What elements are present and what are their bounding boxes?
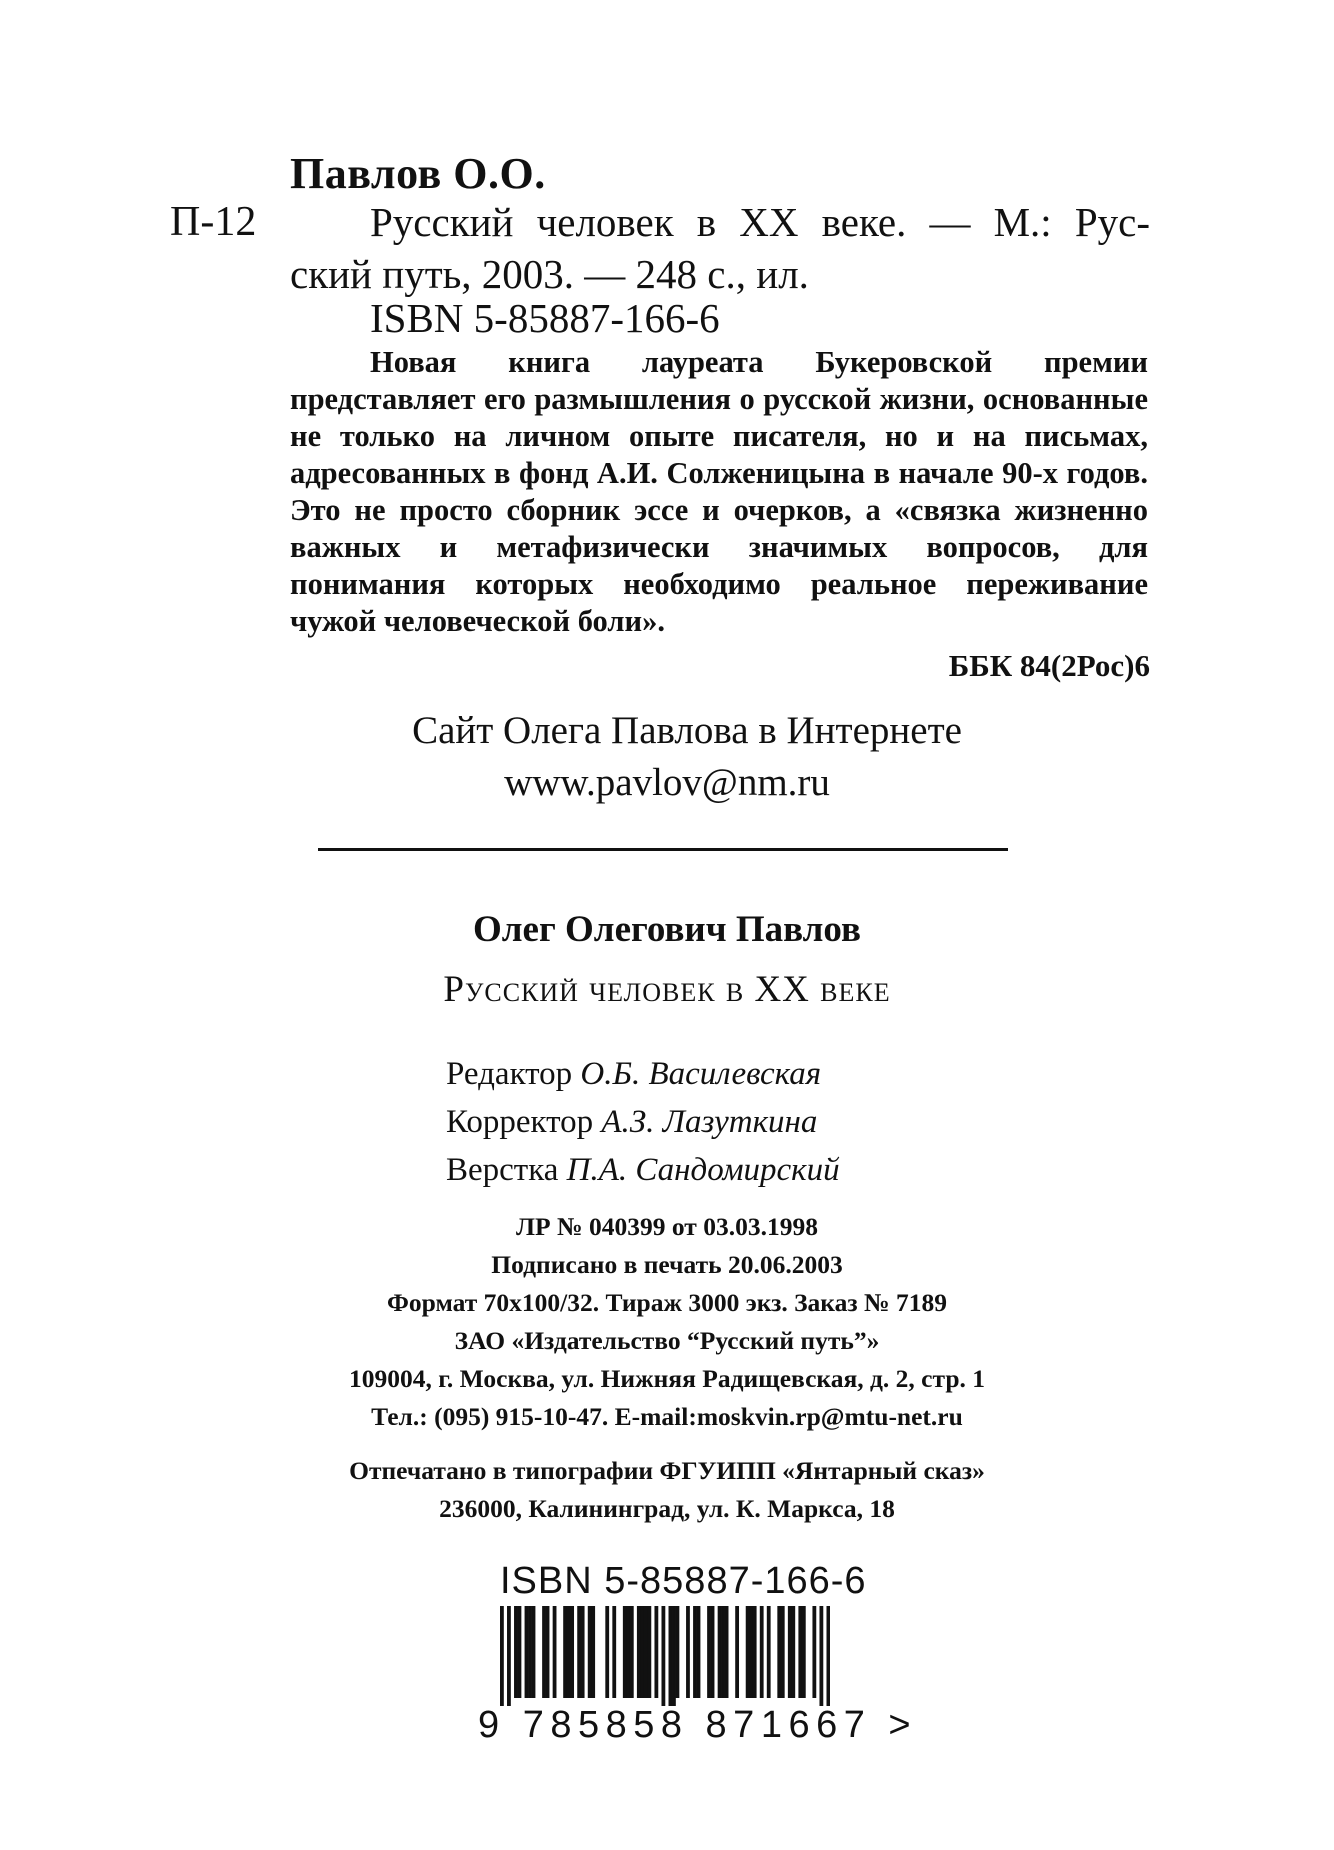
address-line: 109004, г. Москва, ул. Нижняя Радищевская, д. 2, стр. 1 [348,1364,986,1393]
annotation [290,344,1148,640]
barcode-bar [693,1606,697,1698]
staff-role: Корректор [446,1104,594,1140]
barcode-bar [767,1606,771,1698]
section-divider [318,848,1008,851]
barcode-bar [707,1606,711,1698]
catalog-author: Павлов О.О. [290,149,546,198]
barcode-bar [749,1606,753,1698]
barcode-bar [791,1606,795,1698]
barcode-digits: 9 785858 871667 > [478,1704,918,1746]
website-url: www.pavlov@nm.ru [504,761,830,804]
website-label-row [0,708,1334,753]
barcode-bar [500,1606,504,1706]
printer-address-line: 236000, Калининград, ул. К. Маркса, 18 [439,1494,895,1523]
imprint-book-title: Русский человек в XX веке [443,969,891,1010]
barcode-bar [563,1606,567,1698]
catalog-isbn: ISBN 5-85887-166-6 [370,295,720,341]
barcode-bar [605,1606,609,1698]
bibliographic-line-2: ский путь, 2003. — 248 с., ил. [290,251,809,297]
barcode-bar [798,1606,802,1698]
barcode-bar [581,1606,585,1698]
barcode-bar [686,1606,690,1698]
barcode-bar [760,1606,764,1698]
barcode-bar [802,1606,806,1698]
barcode-bar [640,1606,644,1698]
barcode-bar [542,1606,546,1698]
license-line: ЛР № 040399 от 03.03.1998 [516,1212,818,1241]
barcode-bar [672,1606,676,1706]
website-label: Сайт Олега Павлова в Интернете [412,709,962,752]
barcode-bar [721,1606,725,1698]
barcode-bar [591,1606,595,1698]
staff-role: Верстка [446,1152,559,1188]
printer-line: Отпечатано в типографии ФГУИПП «Янтарный сказ» [349,1456,985,1485]
staff-name: О.Б. Василевская [580,1056,822,1092]
staff-editor [446,1056,821,1093]
format-line: Формат 70x100/32. Тираж 3000 экз. Заказ № 7189 [387,1288,947,1317]
bibliographic-line-1: Русский человек в XX веке. — М.: Рус- [370,199,1150,245]
barcode-bar [781,1606,785,1698]
barcode-bar [588,1606,592,1698]
annotation-text: Новая книга лауреата Букеровской премии представляет его размышления о русской жизни, основанные не только на личном опыте писателя, но и на письмах, адресованных в фонд А.И. Солженицына в начале 90-х годов. Это не просто сборник эссе и очерков, а «связка жизненно важных и метафизически значимых вопросов, для понимания которых необходимо реальное переживание чужой человеческой боли». [290,345,1148,638]
barcode-bar [612,1606,616,1698]
barcode-bar [644,1606,648,1698]
barcode-icon [500,1606,830,1706]
barcode-bar [525,1606,529,1698]
staff-role: Редактор [446,1056,573,1092]
barcode-bar [577,1606,581,1698]
barcode-bar [654,1606,658,1698]
imprint-author: Олег Олегович Павлов [473,909,861,950]
barcode-bar [623,1606,627,1698]
staff-name: А.З. Лазуткина [601,1104,818,1140]
barcode-bar [697,1606,701,1698]
barcode-bar [718,1606,722,1698]
barcode-bar [637,1606,641,1698]
barcode-bar [746,1606,750,1698]
publisher-line: ЗАО «Издательство “Русский путь”» [454,1326,880,1355]
bbk-code: ББК 84(2Рос)6 [948,648,1150,683]
barcode-bar [630,1606,634,1698]
barcode-bar [626,1606,630,1698]
barcode-bar [812,1606,816,1698]
staff-name: П.А. Сандомирский [566,1152,840,1188]
barcode-bar [676,1606,680,1698]
barcode-bar [507,1606,511,1706]
catalog-index-code: П-12 [170,199,257,245]
barcode-bar [669,1606,673,1706]
staff-proofreader [446,1104,817,1141]
barcode-bar [753,1606,757,1698]
barcode-bar [518,1606,522,1698]
barcode-isbn-label: ISBN 5-85887-166-6 [500,1560,867,1602]
barcode-bar [567,1606,571,1698]
barcode-bar [725,1606,729,1698]
barcode-bar [819,1606,823,1706]
contacts-line: Тел.: (095) 915-10-47. E-mail:moskvin.rp@mtu-net.ru [371,1402,963,1431]
barcode-bar [647,1606,651,1698]
barcode-bar [553,1606,557,1698]
barcode-bar [826,1606,830,1706]
barcode-bar [546,1606,550,1698]
barcode-bar [661,1606,665,1706]
barcode-bar [777,1606,781,1698]
signed-to-print-line: Подписано в печать 20.06.2003 [491,1250,843,1279]
barcode-bar [735,1606,739,1698]
barcode-bar [711,1606,715,1698]
barcode-bar [788,1606,792,1698]
barcode-bar [532,1606,536,1698]
barcode-bar [528,1606,532,1698]
staff-layout [446,1152,840,1189]
barcode-bar [514,1606,518,1698]
barcode-bar [570,1606,574,1698]
